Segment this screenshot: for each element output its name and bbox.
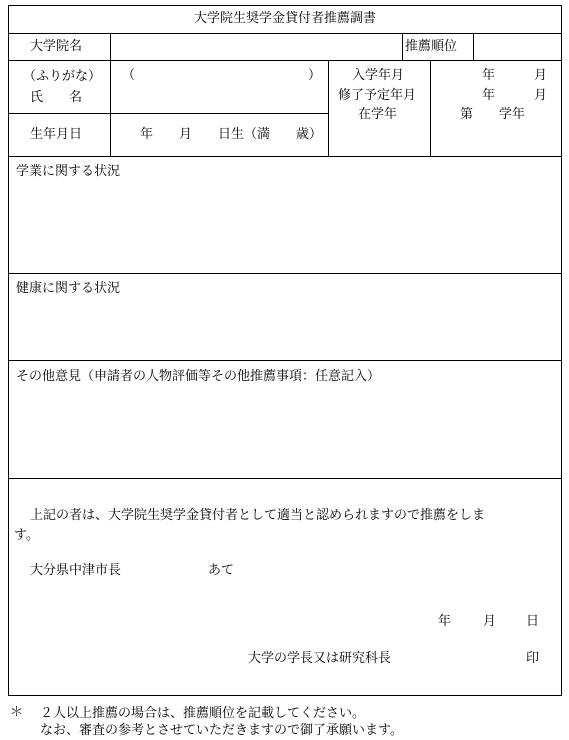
enrollment-left-divider: [328, 60, 329, 156]
date-year: 年: [438, 614, 452, 629]
enrollment-right-divider: [430, 60, 431, 156]
date-day: 日: [526, 614, 540, 629]
school-row-divider: [8, 60, 562, 61]
rank-label-right-divider: [473, 33, 474, 60]
birth-date-label: 生年月日: [30, 127, 83, 142]
form-title: 大学院生奨学金貸付者推薦調書: [193, 11, 376, 26]
label-column-divider: [110, 33, 111, 156]
furigana-paren-close: ）: [308, 68, 322, 83]
other-section-divider: [8, 478, 562, 479]
note-asterisk: ＊: [10, 705, 24, 720]
addressee: 大分県中津市長: [30, 563, 122, 578]
entry-year-month-value: 年 月: [482, 68, 548, 83]
header-block-divider: [8, 156, 562, 157]
statement-line-2: す。: [14, 528, 39, 543]
academic-status-heading: 学業に関する状況: [16, 164, 121, 179]
date-month: 月: [483, 614, 497, 629]
furigana-paren-open: （: [122, 68, 136, 83]
title-row-divider: [8, 33, 562, 34]
rank-label-left-divider: [402, 33, 403, 60]
recommend-rank-label: 推薦順位: [405, 39, 458, 54]
other-opinion-heading: その他意見（申請者の人物評価等その他推薦事項：任意記入）: [16, 369, 381, 384]
graduate-school-label: 大学院名: [30, 39, 83, 54]
entry-year-month-label: 入学年月: [352, 68, 405, 83]
note-line-1: ２人以上推薦の場合は、推薦順位を記載してください。: [40, 706, 366, 721]
furigana-label: （ふりがな）: [23, 69, 102, 84]
grade-value: 第 学年: [460, 107, 526, 122]
name-row-divider: [8, 113, 328, 114]
name-label: 氏 名: [30, 90, 83, 105]
grade-in-school-label: 在学年: [358, 107, 398, 122]
health-status-heading: 健康に関する状況: [16, 281, 121, 296]
note-line-2: なお、審査の参考とさせていただきますので御了承願います。: [40, 723, 403, 738]
signer-title: 大学の学長又は研究科長: [248, 651, 392, 666]
statement-line-1: 上記の者は、大学院生奨学金貸付者として適当と認められますので推薦をしま: [30, 508, 486, 523]
health-section-divider: [8, 360, 562, 361]
completion-year-month-value: 年 月: [482, 88, 548, 103]
seal-mark: 印: [526, 651, 540, 666]
academic-section-divider: [8, 273, 562, 274]
birth-date-value: 年 月 日生（満 歳）: [140, 127, 323, 142]
completion-year-month-label: 修了予定年月: [338, 88, 417, 103]
addressee-ate: あて: [208, 563, 235, 578]
